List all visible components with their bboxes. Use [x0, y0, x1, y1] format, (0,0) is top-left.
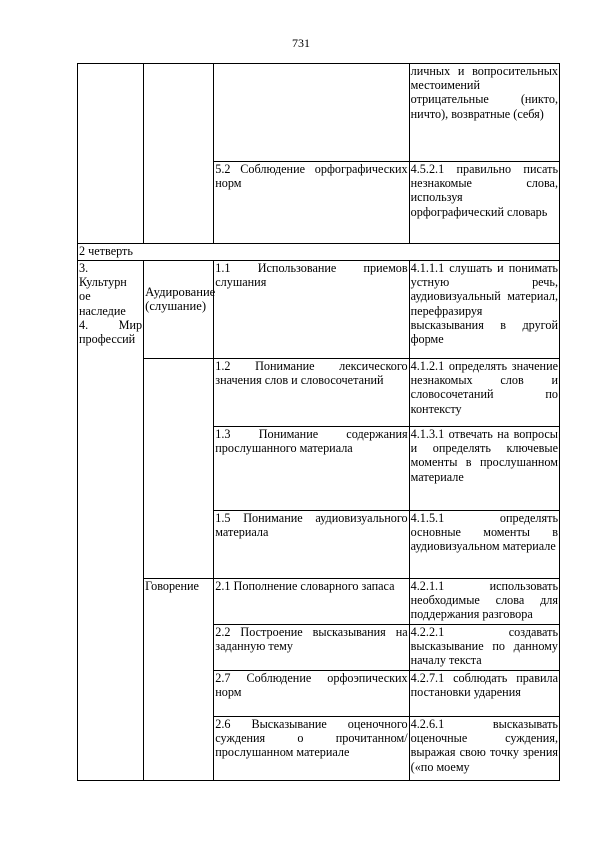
- theme-line: 3.: [79, 261, 89, 275]
- subskill-cell: 2.6 Высказывание оценочного суждения о прочитанном/прослушанном материале: [214, 717, 409, 781]
- theme-cell-continued: [78, 64, 144, 244]
- subskill-cell: 1.3 Понимание содержания прослушанного материала: [214, 427, 409, 511]
- theme-cell: [78, 261, 144, 781]
- skill-cell-speaking: Говорение: [144, 579, 214, 781]
- objective-cell: 4.5.2.1 правильно писать незнакомые слова, используя орфографический словарь: [409, 162, 559, 244]
- theme-line: 4. Мир: [79, 317, 143, 332]
- objective-cell: 4.1.5.1 определять основные моменты в аудиовизуальном материале: [409, 511, 559, 579]
- theme-line: наследие: [79, 303, 126, 318]
- objective-cell: 4.1.2.1 определять значение незнакомых слов и словосочетаний по контексту: [409, 359, 559, 427]
- objective-cell: 4.2.1.1 использовать необходимые слова для поддержания разговора: [409, 579, 559, 625]
- subskill-cell: 1.2 Понимание лексического значения слов и словосочетаний: [214, 359, 409, 427]
- subskill-cell: 1.1 Использование приемов слушания: [214, 261, 409, 359]
- table-row: [78, 261, 560, 359]
- subskill-cell: [214, 64, 409, 162]
- page-number: 731: [292, 36, 310, 50]
- subskill-cell: 1.5 Понимание аудиовизуального материала: [214, 511, 409, 579]
- skill-cell-listening-continued: [144, 359, 214, 579]
- objective-cell: 4.1.3.1 отвечать на вопросы и определять ключевые моменты в прослушанном материале: [409, 427, 559, 511]
- objective-cell: личных и вопросительных местоимений отрицательные (никто, ничто), возвратные (себя): [409, 64, 559, 162]
- objective-cell: 4.2.2.1 создавать высказывание по данному началу текста: [409, 625, 559, 671]
- objective-cell: 4.2.6.1 высказывать оценочные суждения, выражая свою точку зрения («по моему: [409, 717, 559, 781]
- quarter-row: [78, 244, 560, 261]
- skill-cell-continued: [144, 64, 214, 244]
- table-row: [78, 359, 560, 427]
- quarter-label: 2 четверть: [78, 244, 560, 261]
- table-row: [78, 64, 560, 162]
- objective-cell: 4.2.7.1 соблюдать правила постановки ударения: [409, 671, 559, 717]
- skill-cell-listening: Аудирование (слушание): [144, 261, 214, 359]
- objective-cell: 4.1.1.1 слушать и понимать устную речь, аудиовизуальный материал, перефразируя высказывания в другой форме: [409, 261, 559, 359]
- theme-line: профессий: [79, 332, 136, 347]
- subskill-cell: 5.2 Соблюдение орфографических норм: [214, 162, 409, 244]
- curriculum-table: [77, 63, 560, 781]
- theme-line: ое: [79, 289, 91, 304]
- subskill-cell: 2.2 Построение высказывания на заданную тему: [214, 625, 409, 671]
- table-row: [78, 579, 560, 625]
- subskill-cell: 2.7 Соблюдение орфоэпических норм: [214, 671, 409, 717]
- theme-line: Культурн: [79, 275, 127, 290]
- subskill-cell: 2.1 Пополнение словарного запаса: [214, 579, 409, 625]
